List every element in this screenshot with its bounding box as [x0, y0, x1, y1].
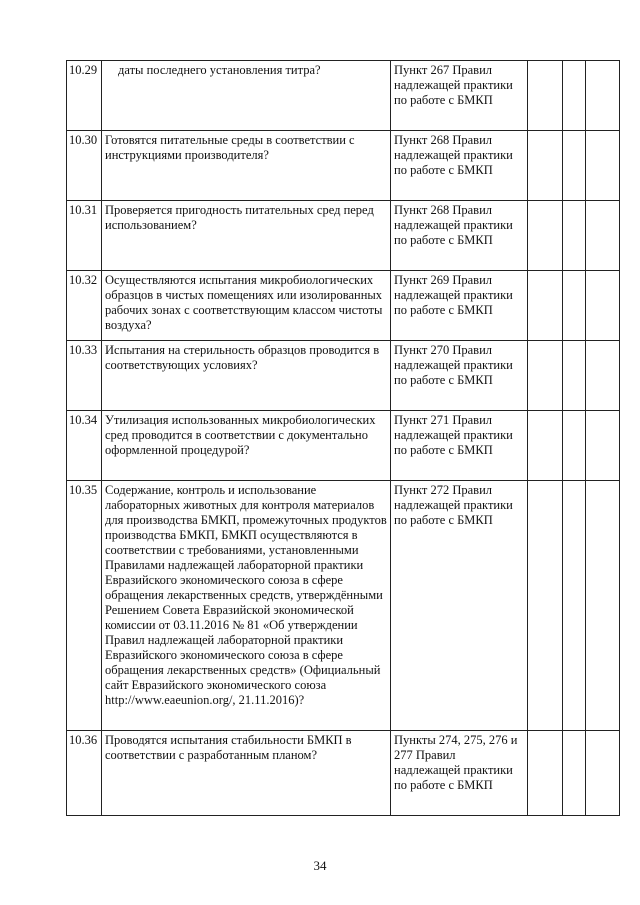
answer-cell-yes[interactable] [528, 271, 563, 341]
answer-cell-yes[interactable] [528, 341, 563, 411]
answer-cell-no[interactable] [563, 201, 586, 271]
table-row [67, 61, 620, 131]
answer-cell-no[interactable] [563, 731, 586, 816]
table-row [67, 271, 620, 341]
table-row [67, 341, 620, 411]
row-question: даты последнего установления титра? [102, 61, 391, 131]
answer-cell-no[interactable] [563, 131, 586, 201]
answer-cell-no[interactable] [563, 61, 586, 131]
row-number: 10.36 [67, 731, 102, 816]
row-reference: Пункт 267 Правил надлежащей практики по работе с БМКП [391, 61, 528, 131]
table-row [67, 411, 620, 481]
answer-cell-no[interactable] [563, 411, 586, 481]
table-row [67, 131, 620, 201]
row-number: 10.34 [67, 411, 102, 481]
answer-cell-note[interactable] [586, 731, 620, 816]
answer-cell-yes[interactable] [528, 411, 563, 481]
row-question: Утилизация использованных микробиологических сред проводится в соответствии с документально оформленной процедурой? [102, 411, 391, 481]
row-reference: Пункт 271 Правил надлежащей практики по работе с БМКП [391, 411, 528, 481]
answer-cell-yes[interactable] [528, 481, 563, 731]
answer-cell-note[interactable] [586, 271, 620, 341]
answer-cell-note[interactable] [586, 341, 620, 411]
row-reference: Пункты 274, 275, 276 и 277 Правил надлежащей практики по работе с БМКП [391, 731, 528, 816]
row-reference: Пункт 269 Правил надлежащей практики по работе с БМКП [391, 271, 528, 341]
table-row [67, 201, 620, 271]
answer-cell-no[interactable] [563, 341, 586, 411]
answer-cell-note[interactable] [586, 61, 620, 131]
row-number: 10.33 [67, 341, 102, 411]
row-question: Испытания на стерильность образцов проводится в соответствующих условиях? [102, 341, 391, 411]
answer-cell-no[interactable] [563, 271, 586, 341]
page-number: 34 [313, 858, 327, 873]
row-number: 10.35 [67, 481, 102, 731]
answer-cell-note[interactable] [586, 411, 620, 481]
answer-cell-no[interactable] [563, 481, 586, 731]
row-question: Проверяется пригодность питательных сред перед использованием? [102, 201, 391, 271]
answer-cell-yes[interactable] [528, 131, 563, 201]
answer-cell-note[interactable] [586, 481, 620, 731]
row-question: Содержание, контроль и использование лабораторных животных для контроля материалов для производства БМКП, промежуточных продуктов производства БМКП, БМКП осуществляются в соответствии с требованиями, установленными Правилами надлежащей лабораторной практики Евразийского экономического союза в сфере обращения лекарственных средств, утверждёнными Решением Совета Евразийской экономической комиссии от 03.11.2016 № 81 «Об утверждении Правил надлежащей лабораторной практики Евразийского экономического союза в сфере обращения лекарственных средств» (Официальный сайт Евразийского экономического союза http://www.eaeunion.org/, 21.11.2016)? [102, 481, 391, 731]
row-reference: Пункт 270 Правил надлежащей практики по работе с БМКП [391, 341, 528, 411]
row-reference: Пункт 272 Правил надлежащей практики по работе с БМКП [391, 481, 528, 731]
row-number: 10.31 [67, 201, 102, 271]
row-number: 10.29 [67, 61, 102, 131]
row-number: 10.32 [67, 271, 102, 341]
table-row [67, 731, 620, 816]
answer-cell-note[interactable] [586, 131, 620, 201]
answer-cell-yes[interactable] [528, 61, 563, 131]
answer-cell-note[interactable] [586, 201, 620, 271]
answer-cell-yes[interactable] [528, 731, 563, 816]
row-reference: Пункт 268 Правил надлежащей практики по работе с БМКП [391, 201, 528, 271]
row-number: 10.30 [67, 131, 102, 201]
answer-cell-yes[interactable] [528, 201, 563, 271]
row-question: Осуществляются испытания микробиологических образцов в чистых помещениях или изолированных рабочих зонах с соответствующим классом чистоты воздуха? [102, 271, 391, 341]
checklist-table [66, 60, 620, 816]
row-reference: Пункт 268 Правил надлежащей практики по работе с БМКП [391, 131, 528, 201]
row-question: Готовятся питательные среды в соответствии с инструкциями производителя? [102, 131, 391, 201]
table-row [67, 481, 620, 731]
row-question: Проводятся испытания стабильности БМКП в соответствии с разработанным планом? [102, 731, 391, 816]
